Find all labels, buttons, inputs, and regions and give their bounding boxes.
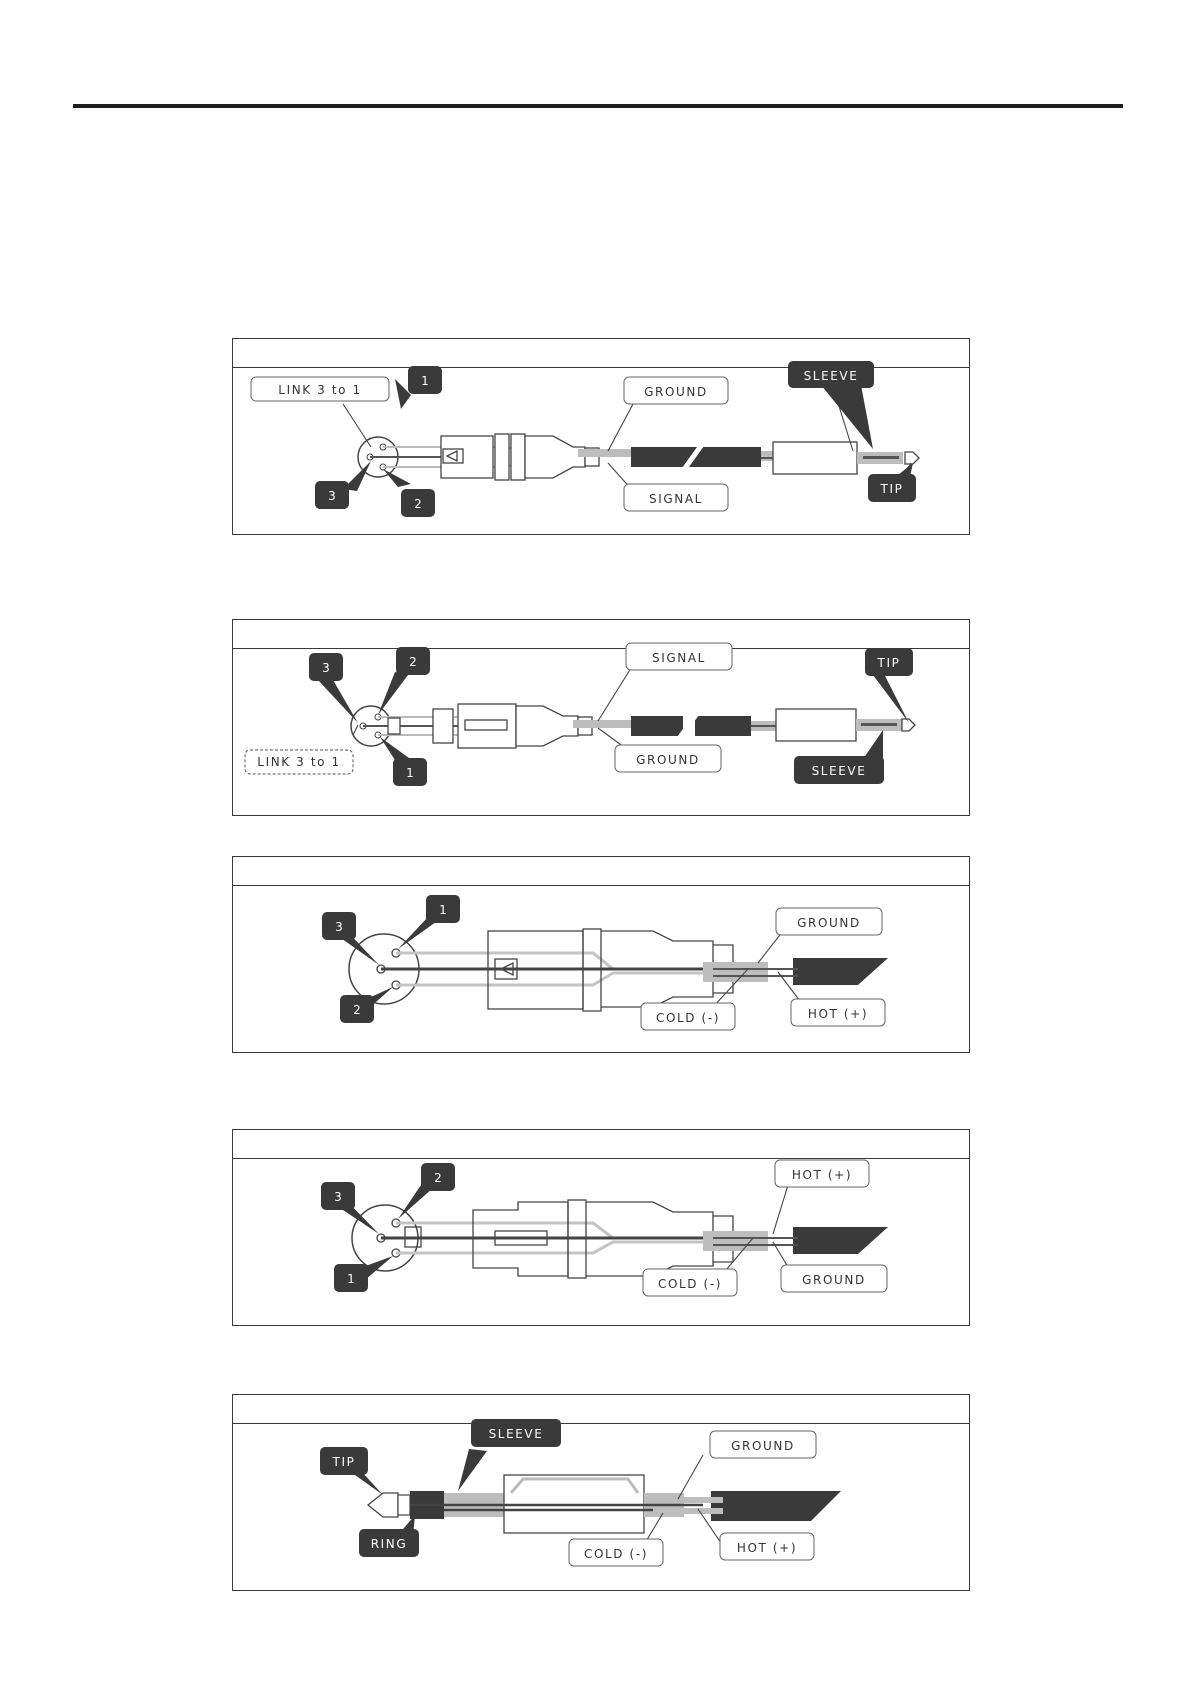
pin-2-label: 2 <box>353 1003 361 1017</box>
signal-label: SIGNAL <box>652 651 706 665</box>
ground-label: GROUND <box>731 1439 795 1453</box>
xlr-connector-body <box>441 434 599 480</box>
cold-label: COLD (-) <box>655 1011 721 1025</box>
ground-label: GROUND <box>644 385 708 399</box>
cable <box>703 958 888 985</box>
tip-callout <box>320 1447 383 1495</box>
pin-1-badge <box>380 737 427 786</box>
sleeve-label: SLEEVE <box>803 369 859 383</box>
ground-label: GROUND <box>802 1273 866 1287</box>
cold-callout <box>643 1269 737 1296</box>
pin-1-label: 1 <box>406 766 414 780</box>
tip-label: TIP <box>880 482 904 496</box>
diagram-panel-2 <box>232 619 970 816</box>
hot-label: HOT (+) <box>736 1541 798 1555</box>
internal-wires <box>381 1223 733 1253</box>
link-label: LINK 3 to 1 <box>257 755 341 769</box>
cold-callout <box>569 1539 663 1566</box>
pin-2-label: 2 <box>409 655 417 669</box>
pin-2-label: 2 <box>434 1171 442 1185</box>
signal-callout <box>624 484 728 511</box>
pin-3-label: 3 <box>335 920 343 934</box>
sleeve-label: SLEEVE <box>488 1427 544 1441</box>
pin-1-badge <box>395 366 442 409</box>
sleeve-label: SLEEVE <box>811 764 867 778</box>
pin-3-label: 3 <box>328 489 336 503</box>
ground-callout <box>776 908 882 935</box>
pin-3-badge <box>309 653 358 723</box>
ts-plug <box>773 442 919 474</box>
signal-callout <box>626 643 732 670</box>
pin-1-label: 1 <box>439 903 447 917</box>
diagram-panel-4 <box>232 1129 970 1326</box>
ground-callout <box>624 377 728 404</box>
wiring-diagram-trs-balanced <box>233 1395 971 1592</box>
ground-callout <box>615 745 721 772</box>
ring-callout <box>359 1515 419 1557</box>
hot-label: HOT (+) <box>807 1007 869 1021</box>
pin-1-badge <box>398 895 460 949</box>
hot-callout <box>775 1160 869 1187</box>
diagram-panel-5 <box>232 1394 970 1591</box>
ground-callout <box>781 1265 887 1292</box>
tip-label: TIP <box>332 1455 356 1469</box>
link-callout-dashed <box>245 750 353 774</box>
pin-1-label: 1 <box>347 1272 355 1286</box>
pin-1-label: 1 <box>421 374 429 388</box>
tip-callout <box>868 463 916 502</box>
cold-label: COLD (-) <box>657 1277 723 1291</box>
pin-2-badge <box>378 647 430 715</box>
hot-callout <box>720 1533 814 1560</box>
pin-2-badge <box>383 469 435 517</box>
pin-2-label: 2 <box>414 497 422 511</box>
pin-3-label: 3 <box>322 661 330 675</box>
link-callout <box>251 377 389 401</box>
hot-callout <box>791 999 885 1026</box>
top-rule <box>73 104 1123 108</box>
ground-label: GROUND <box>636 753 700 767</box>
ring-label: RING <box>370 1537 408 1551</box>
hot-label: HOT (+) <box>791 1168 853 1182</box>
signal-label: SIGNAL <box>649 492 703 506</box>
diagram-panel-1 <box>232 338 970 535</box>
tip-label: TIP <box>877 656 901 670</box>
wiring-diagram-xlr-female-to-ts <box>233 620 971 817</box>
ts-plug <box>776 709 915 741</box>
diagram-panel-3 <box>232 856 970 1053</box>
cold-callout <box>641 1003 735 1030</box>
cable <box>703 1227 888 1254</box>
link-label: LINK 3 to 1 <box>278 383 362 397</box>
ground-callout <box>710 1431 816 1458</box>
tip-callout <box>865 648 913 723</box>
sleeve-callout <box>788 361 874 449</box>
ground-label: GROUND <box>797 916 861 930</box>
wiring-diagram-xlr-male-balanced <box>233 857 971 1054</box>
internal-wires <box>381 953 733 985</box>
pin-2-badge <box>398 1163 455 1219</box>
wiring-diagram-xlr-female-balanced <box>233 1130 971 1327</box>
wiring-diagram-xlr-male-to-ts <box>233 339 971 536</box>
cold-label: COLD (-) <box>583 1547 649 1561</box>
pin-3-label: 3 <box>334 1190 342 1204</box>
